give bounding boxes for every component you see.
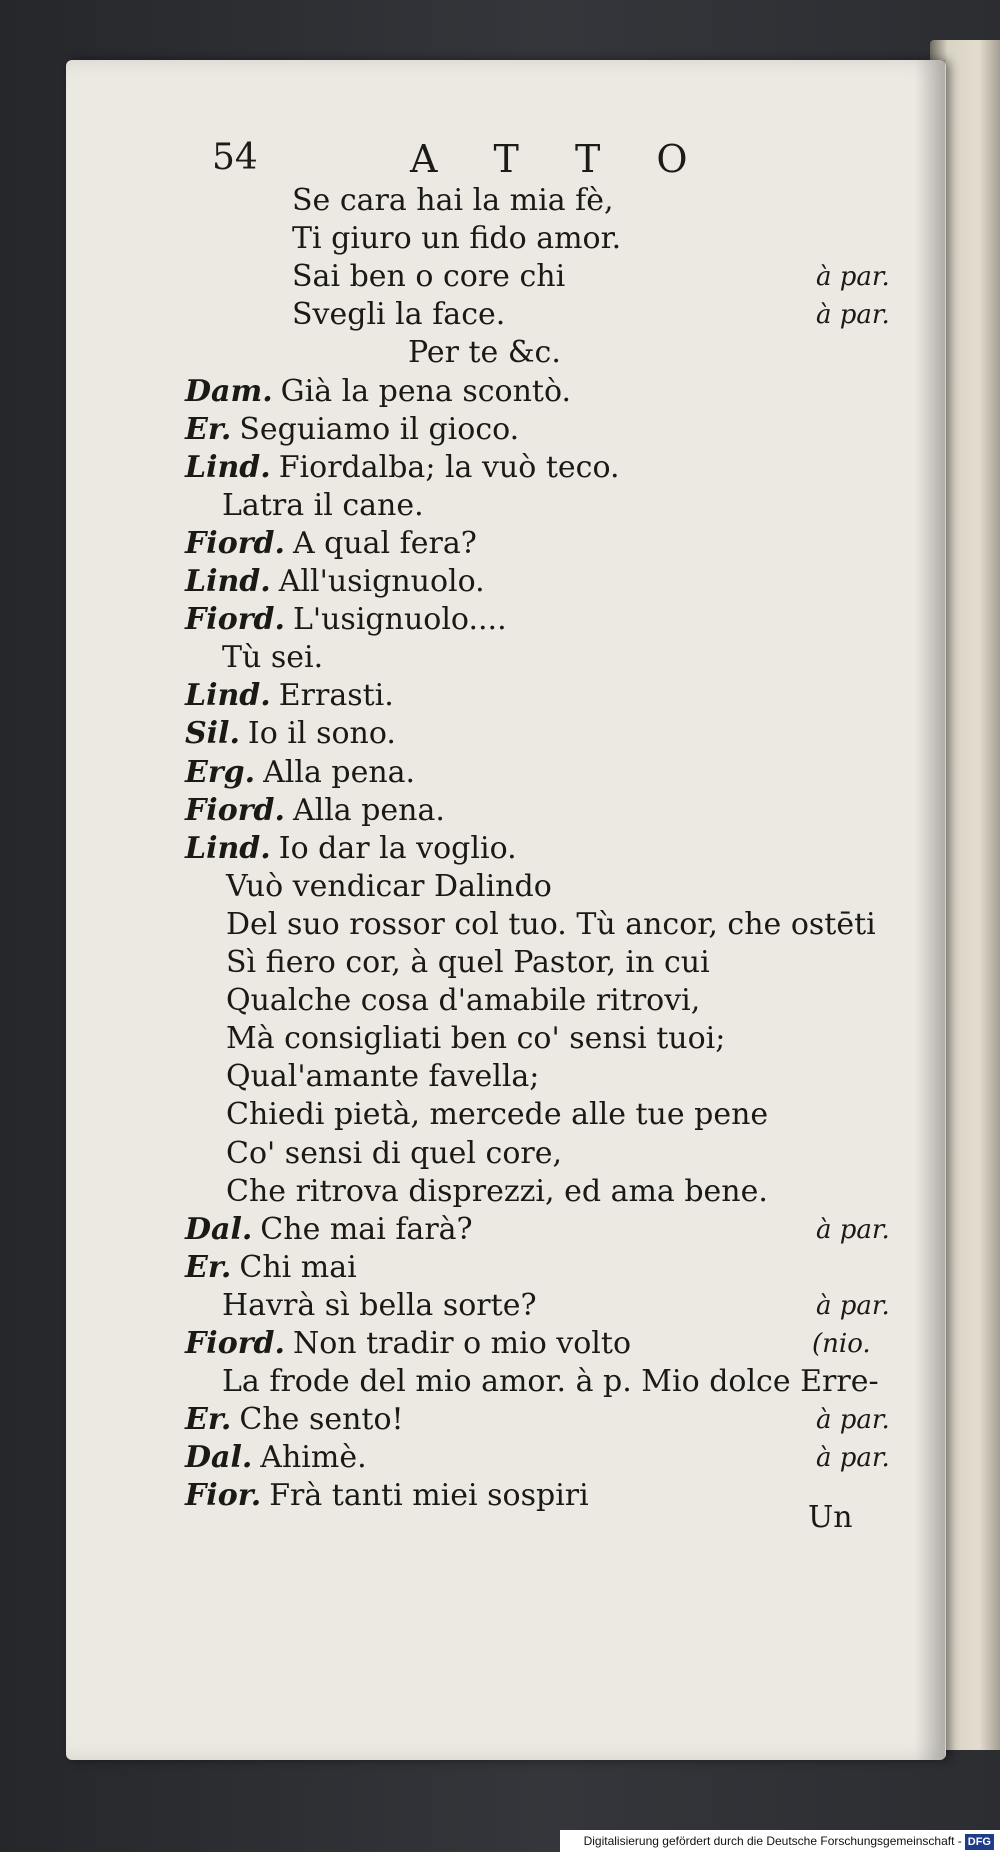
- line-text: Havrà sì bella sorte?: [222, 1288, 537, 1323]
- speaker-name: Dam.: [185, 374, 273, 409]
- speaker-name: Lind.: [185, 831, 271, 866]
- text-line: [185, 1250, 357, 1286]
- text-line: [185, 678, 394, 714]
- text-line: [292, 259, 565, 295]
- aside-marker: à par.: [816, 1443, 890, 1473]
- footer-text: Digitalisierung gefördert durch die Deutsche Forschungsgemeinschaft -: [583, 1834, 962, 1848]
- text-line: [408, 335, 561, 371]
- text-line: [185, 793, 445, 829]
- line-text: Fiordalba; la vuò teco.: [278, 450, 620, 485]
- line-text: All'usignuolo.: [278, 564, 485, 599]
- line-text: L'usignuolo....: [292, 602, 507, 637]
- line-text: Mà consigliati ben co' sensi tuoi;: [226, 1021, 726, 1056]
- line-text: La frode del mio amor. à p. Mio dolce Erre-: [222, 1364, 879, 1399]
- page-title: A T T O: [410, 137, 710, 181]
- text-line: [222, 640, 323, 676]
- line-text: Tù sei.: [222, 640, 324, 675]
- text-line: [226, 1021, 725, 1057]
- line-text: Frà tanti miei sospiri: [269, 1478, 589, 1513]
- line-text: Chiedi pietà, mercede alle tue pene: [226, 1097, 769, 1132]
- text-line: [185, 1478, 589, 1514]
- line-text: Latra il cane.: [222, 488, 424, 523]
- line-text: Del suo rossor col tuo. Tù ancor, che ostēti: [226, 907, 876, 942]
- speaker-name: Sil.: [185, 716, 240, 751]
- text-line: [185, 526, 477, 562]
- text-line: [185, 716, 396, 752]
- text-line: [222, 488, 424, 524]
- speaker-name: Dal.: [185, 1440, 253, 1475]
- speaker-name: Lind.: [185, 564, 271, 599]
- text-line: [185, 831, 517, 867]
- speaker-name: Er.: [185, 412, 232, 447]
- aside-marker: à par.: [816, 1405, 890, 1435]
- line-text: Io dar la voglio.: [278, 831, 517, 866]
- text-line: [185, 1326, 631, 1362]
- aside-marker: à par.: [816, 1215, 890, 1245]
- text-line: [185, 1440, 367, 1476]
- text-line: [226, 1059, 539, 1095]
- text-line: [292, 183, 614, 219]
- line-text: Qualche cosa d'amabile ritrovi,: [226, 983, 701, 1018]
- text-line: [292, 297, 505, 333]
- speaker-name: Erg.: [185, 755, 256, 790]
- text-line: [226, 907, 876, 943]
- text-line: [226, 869, 552, 905]
- text-line: [222, 1288, 537, 1324]
- line-text: Errasti.: [278, 678, 394, 713]
- digitization-footer: [560, 1830, 1000, 1852]
- speaker-name: Fiord.: [185, 1326, 285, 1361]
- text-line: [185, 450, 620, 486]
- aside-marker: à par.: [816, 300, 890, 330]
- speaker-name: Fiord.: [185, 793, 285, 828]
- text-line: [185, 374, 571, 410]
- speaker-name: Er.: [185, 1402, 232, 1437]
- line-text: A qual fera?: [292, 526, 477, 561]
- text-line: [185, 412, 519, 448]
- line-text: Sai ben o core chi: [292, 259, 566, 294]
- speaker-name: Fiord.: [185, 602, 285, 637]
- line-text: Sì fiero cor, à quel Pastor, in cui: [226, 945, 710, 980]
- text-line: [185, 1402, 404, 1438]
- line-text: Per te &c.: [408, 335, 561, 370]
- aside-marker: à par.: [816, 262, 890, 292]
- line-text: Chi mai: [239, 1250, 357, 1285]
- line-text: Se cara hai la mia fè,: [292, 183, 614, 218]
- line-text: Che ritrova disprezzi, ed ama bene.: [226, 1174, 768, 1209]
- speaker-name: Fiord.: [185, 526, 285, 561]
- speaker-name: Dal.: [185, 1212, 253, 1247]
- line-text: Non tradir o mio volto: [292, 1326, 632, 1361]
- text-line: [226, 983, 700, 1019]
- line-text: Io il sono.: [247, 716, 396, 751]
- text-line: [222, 1364, 879, 1400]
- speaker-name: Er.: [185, 1250, 232, 1285]
- catchword: Un: [808, 1500, 853, 1535]
- line-text: Già la pena scontò.: [280, 374, 572, 409]
- line-text: Ti giuro un fido amor.: [292, 221, 622, 256]
- line-text: Qual'amante favella;: [226, 1059, 540, 1094]
- text-line: [226, 1097, 768, 1133]
- text-line: [226, 1174, 768, 1210]
- text-line: [185, 564, 485, 600]
- line-text: Che mai farà?: [260, 1212, 473, 1247]
- text-line: [226, 1136, 562, 1172]
- line-text: Che sento!: [239, 1402, 404, 1437]
- line-text: Svegli la face.: [292, 297, 506, 332]
- text-line: [292, 221, 621, 257]
- page-number: 54: [212, 137, 258, 178]
- text-line: [226, 945, 710, 981]
- line-text: Alla pena.: [263, 755, 416, 790]
- text-line: [185, 1212, 473, 1248]
- speaker-name: Lind.: [185, 678, 271, 713]
- line-text: Seguiamo il gioco.: [239, 412, 520, 447]
- dfg-logo: DFG: [965, 1834, 994, 1850]
- text-line: [185, 755, 415, 791]
- aside-marker: à par.: [816, 1291, 890, 1321]
- line-text: Ahimè.: [260, 1440, 367, 1475]
- line-text: Alla pena.: [292, 793, 445, 828]
- speaker-name: Lind.: [185, 450, 271, 485]
- line-text: Vuò vendicar Dalindo: [226, 869, 552, 904]
- speaker-name: Fior.: [185, 1478, 262, 1513]
- text-line: [185, 602, 507, 638]
- page-gutter-shadow: [915, 60, 945, 1760]
- line-text: Co' sensi di quel core,: [226, 1136, 563, 1171]
- aside-marker: (nio.: [812, 1329, 871, 1359]
